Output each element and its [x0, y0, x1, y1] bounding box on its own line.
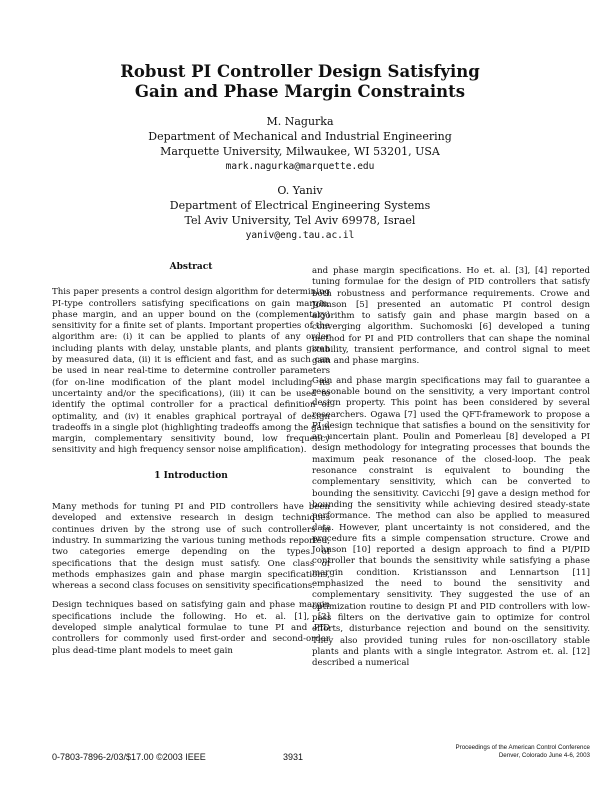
left-column: [52, 262, 330, 665]
author-address: Marquette University, Milwaukee, WI 53201, USA: [160, 145, 440, 158]
body-paragraph: and phase margin specifications. Ho et. al. [3], [4] reported tuning formulae for the design of PID controllers that satisfy both robustness and performance requirements. Crowe and Johnson [5] presented an automatic PI control design algorithm to satisfy gain and phase margin based on a converging algorithm. Suchomoski [6] developed a tuning method for PI and PID controllers that can shape the nominal stability, transient performance, and control signal to meet gain and phase margins.: [312, 266, 590, 367]
author-name: O. Yaniv: [277, 184, 323, 197]
paper-title: [0, 62, 600, 102]
abstract-text: This paper presents a control design algorithm for determining PI-type controllers satisfying specifications on gain margin, phase margin, and an upper bound on the (complementary) sensitivity for a finite set of plants. Important properties of the algorithm are: (i) it can be applied to plants of any order including plants with delay, unstable plants, and plants given by measured data, (ii) it is efficient and fast, and as such can be used in near real-time to determine controller parameters (for on-line modification of the plant model including its uncertainty and/or the specifications), (iii) it can be used to identify the optimal controller for a practical definition of optimality, and (iv) it enables graphical portrayal of design tradeoffs in a single plot (highlighting tradeoffs among the gain margin, complementary sensitivity bound, low frequency sensitivity and high frequency sensor noise amplification).: [52, 287, 330, 456]
author-email: yaniv@eng.tau.ac.il: [245, 230, 355, 241]
footer-conference: [412, 744, 590, 760]
body-paragraph: Gain and phase margin specifications may fail to guarantee a reasonable bound on the sensitivity, a very important control design property. This point has been considered by several researchers. Ogawa [7] used the QFT-framework to propose a PI design technique that satisfies a bound on the sensitivity for an uncertain plant. Poulin and Pomerleau [8] developed a PI design methodology for integrating processes that bounds the maximum peak resonance of the closed-loop. The peak resonance constraint is equivalent to bounding the complementary sensitivity, which can be converted to bounding the sensitivity. Cavicchi [9] gave a design method for bounding the sensitivity while achieving desired steady-state performance. The method can also be applied to measured data. However, plant uncertainty is not considered, and the procedure fits a simple compensation structure. Crowe and Johnson [10] reported a design approach to find a PI/PID controller that bounds the sensitivity while satisfying a phase margin condition. Kristiansson and Lennartson [11] emphasized the need to bound the sensitivity and complementary sensitivity. They suggested the use of an optimization routine to design PI and PID controllers with low-pass filters on the derivative gain to optimize for control efforts, disturbance rejection and bound on the sensitivity. They also provided tuning rules for non-oscillatory stable plants and plants with a single integrator. Astrom et. al. [12] described a numerical: [312, 375, 590, 669]
conference-line-1: Proceedings of the American Control Conference: [455, 744, 590, 751]
intro-paragraph: Many methods for tuning PI and PID controllers have been developed and extensive research in design techniques continues driven by the strong use of such controllers in industry. In summarizing the various tuning methods reported, two categories emerge depending on the types of specifications that the design must satisfy. One class of methods emphasizes gain and phase margin specifications, whereas a second class focuses on sensitivity specifications.: [52, 502, 330, 592]
author-address: Tel Aviv University, Tel Aviv 69978, Israel: [184, 214, 416, 227]
title-line-1: Robust PI Controller Design Satisfying: [120, 62, 480, 81]
conference-line-2: Denver, Colorado June 4-6, 2003: [498, 752, 590, 759]
right-column: [312, 266, 590, 677]
abstract-heading: Abstract: [169, 262, 213, 272]
author-affiliation: Department of Mechanical and Industrial Engineering: [148, 130, 452, 143]
introduction-heading: 1 Introduction: [154, 470, 228, 481]
title-line-2: Gain and Phase Margin Constraints: [134, 82, 466, 101]
author-email: mark.nagurka@marquette.edu: [225, 161, 375, 172]
footer-copyright: 0-7803-7896-2/03/$17.00 ©2003 IEEE: [52, 752, 206, 762]
author-affiliation: Department of Electrical Engineering Systems: [169, 199, 431, 212]
footer-page-number: 3931: [283, 752, 304, 762]
author-block-1: [0, 114, 600, 174]
intro-paragraph: Design techniques based on satisfying gain and phase margin specifications include the following. Ho et. al. [1], [2] developed simple analytical formulae to tune PI and PID controllers for commonly used first-order and second-order plus dead-time plant models to meet gain: [52, 600, 330, 656]
author-name: M. Nagurka: [266, 115, 334, 128]
author-block-2: [0, 183, 600, 243]
